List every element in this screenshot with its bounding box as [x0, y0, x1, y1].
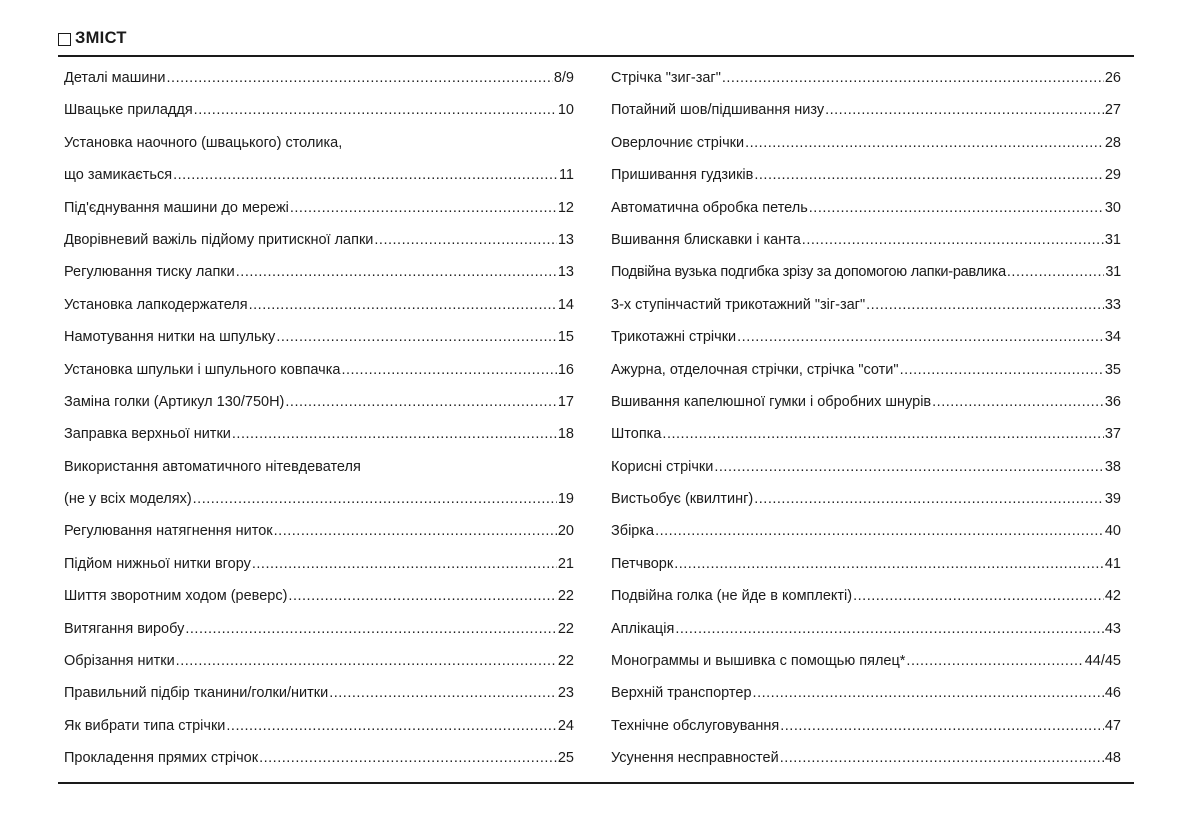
toc-entry: Аплікація ..... 43 [611, 621, 1121, 653]
toc-entry: Шиття зворотним ходом (реверс) ..... 22 [64, 588, 574, 620]
toc-entry: Обрізання нитки ..... 22 [64, 653, 574, 685]
top-divider [58, 55, 1134, 57]
toc-entry: Витягання виробу ..... 22 [64, 621, 574, 653]
toc-entry: Подвійна голка (не йде в комплекті) ..... 42 [611, 588, 1121, 620]
toc-entry: Монограммы и вышивка с помощью пялец* ..... 44/45 [611, 653, 1121, 685]
toc-entry: що замикається ..... 11 [64, 167, 574, 199]
square-bullet-icon [58, 33, 71, 46]
toc-entry: Усунення несправностей ..... 48 [611, 750, 1121, 782]
toc-entry: Регулювання тиску лапки ..... 13 [64, 264, 574, 296]
toc-entry: Установка шпульки і шпульного ковпачка ..... 16 [64, 362, 574, 394]
toc-entry: Під'єднування машини до мережі ..... 12 [64, 200, 574, 232]
toc-entry: Як вибрати типа стрічки ..... 24 [64, 718, 574, 750]
toc-entry: 3-х ступінчастий трикотажний "зіг-заг" ..... 33 [611, 297, 1121, 329]
toc-header [58, 29, 127, 48]
toc-entry: Вистьобує (квилтинг) ..... 39 [611, 491, 1121, 523]
toc-entry: Технічне обслуговування ..... 47 [611, 718, 1121, 750]
toc-entry: Прокладення прямих стрічок ..... 25 [64, 750, 574, 782]
toc-entry: Швацьке приладдя ..... 10 [64, 102, 574, 134]
toc-entry: Потайний шов/підшивання низу ..... 27 [611, 102, 1121, 134]
toc-left-column [64, 70, 574, 783]
toc-entry: Деталі машини ..... 8/9 [64, 70, 574, 102]
toc-entry: Верхній транспортер ..... 46 [611, 685, 1121, 717]
toc-entry: Використання автоматичного нітевдевателя [64, 458, 361, 475]
toc-entry: Правильний підбір тканини/голки/нитки ..... 23 [64, 685, 574, 717]
toc-entry: Заправка верхньої нитки ..... 18 [64, 426, 574, 458]
toc-entry: Установка лапкодержателя ..... 14 [64, 297, 574, 329]
toc-entry: Вшивання блискавки і канта ..... 31 [611, 232, 1121, 264]
toc-entry: Оверлочниє стрічки ..... 28 [611, 135, 1121, 167]
toc-entry: Збірка ..... 40 [611, 523, 1121, 555]
toc-entry: Автоматична обробка петель ..... 30 [611, 200, 1121, 232]
toc-entry: Регулювання натягнення ниток ..... 20 [64, 523, 574, 555]
toc-entry: Петчворк ..... 41 [611, 556, 1121, 588]
toc-entry: Намотування нитки на шпульку ..... 15 [64, 329, 574, 361]
toc-entry: Штопка ..... 37 [611, 426, 1121, 458]
toc-entry: Корисні стрічки ..... 38 [611, 459, 1121, 491]
toc-right-column [611, 70, 1121, 783]
toc-entry: Подвійна вузька подгибка зрізу за допомогою лапки-равлика ..... 31 [611, 264, 1121, 296]
toc-entry: (не у всіх моделях) ..... 19 [64, 491, 574, 523]
toc-entry: Підйом нижньої нитки вгору ..... 21 [64, 556, 574, 588]
toc-entry: Пришивання гудзиків ..... 29 [611, 167, 1121, 199]
page-title: ЗМІСТ [75, 29, 127, 47]
toc-entry: Трикотажні стрічки ..... 34 [611, 329, 1121, 361]
toc-entry: Дворівневий важіль підйому притискної лапки ..... 13 [64, 232, 574, 264]
toc-entry: Ажурна, отделочная стрічки, стрічка "соти" ..... 35 [611, 362, 1121, 394]
toc-entry: Вшивання капелюшної гумки і обробних шнурів ..... 36 [611, 394, 1121, 426]
bottom-divider [58, 782, 1134, 784]
toc-entry: Заміна голки (Артикул 130/750H) ..... 17 [64, 394, 574, 426]
toc-entry: Стрічка "зиг-заг" ..... 26 [611, 70, 1121, 102]
toc-entry: Установка наочного (швацького) столика, [64, 134, 343, 151]
